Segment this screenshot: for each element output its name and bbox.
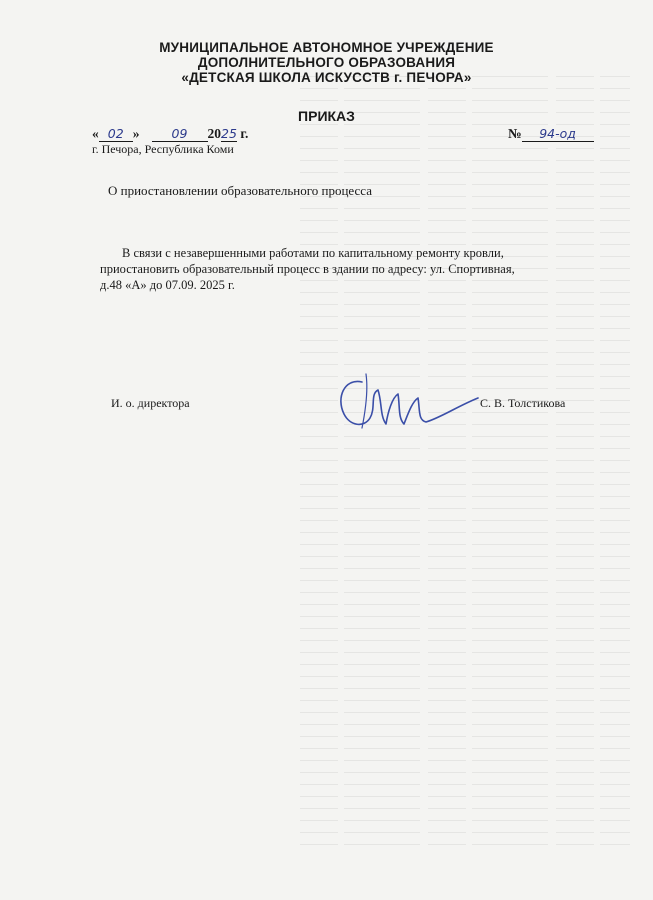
institution-header xyxy=(0,40,653,85)
header-line-1: МУНИЦИПАЛЬНОЕ АВТОНОМНОЕ УЧРЕЖДЕНИЕ xyxy=(159,40,494,55)
number-handwritten: 94-од xyxy=(522,126,594,142)
date-year-prefix: 20 xyxy=(207,126,221,141)
date-year-handwritten: 25 xyxy=(221,126,237,141)
body-line-3: д.48 «А» до 07.09. 2025 г. xyxy=(100,278,235,292)
order-body xyxy=(100,245,540,293)
place-of-issue: г. Печора, Республика Коми xyxy=(92,142,234,156)
handwritten-signature xyxy=(322,368,482,440)
date-open-quote: « xyxy=(92,126,99,141)
signatory-name: С. В. Толстикова xyxy=(480,396,566,410)
body-line-2: приостановить образовательный процесс в здании по адресу: ул. Спортивная, xyxy=(100,262,515,276)
order-number xyxy=(508,126,594,142)
document-title: ПРИКАЗ xyxy=(298,108,355,124)
number-sign: № xyxy=(508,126,522,141)
date-close-quote: » xyxy=(132,126,140,141)
date-day-handwritten: 02 xyxy=(99,126,133,142)
signatory-role: И. о. директора xyxy=(111,396,190,410)
order-subject: О приостановлении образовательного процесса xyxy=(108,183,372,198)
order-date xyxy=(92,126,248,142)
date-year-unit: г. xyxy=(237,126,249,141)
body-line-1: В связи с незавершенными работами по капитальному ремонту кровли, xyxy=(122,246,504,260)
header-line-2: ДОПОЛНИТЕЛЬНОГО ОБРАЗОВАНИЯ xyxy=(197,55,456,70)
date-month-handwritten: 09 xyxy=(152,126,208,142)
header-line-3: «ДЕТСКАЯ ШКОЛА ИСКУССТВ г. ПЕЧОРА» xyxy=(181,70,472,85)
